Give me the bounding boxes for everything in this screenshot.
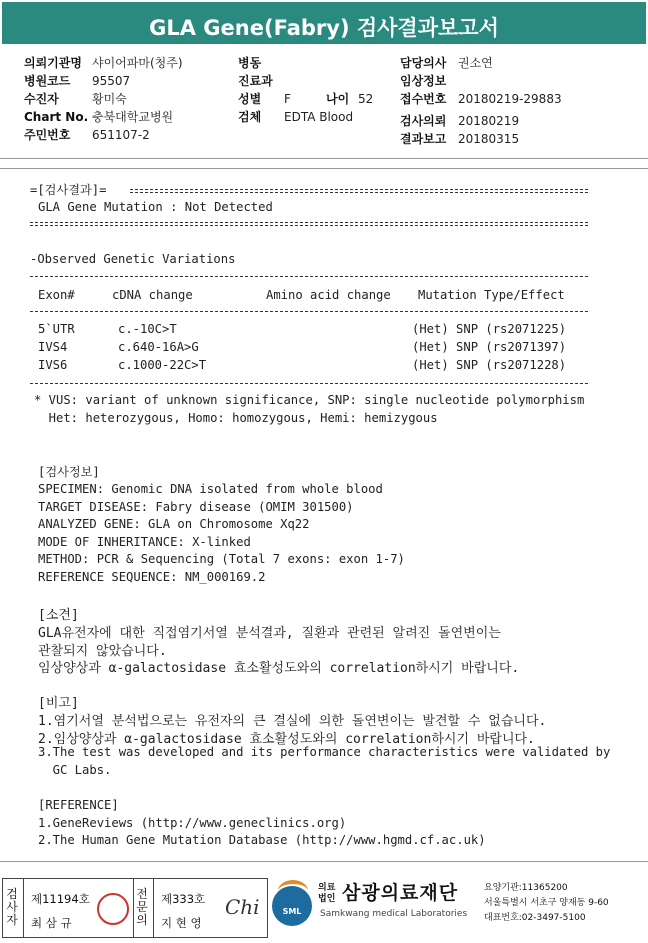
- col-exon: Exon#: [38, 288, 75, 302]
- remarks-heading: [비고]: [38, 696, 79, 711]
- rule: [30, 222, 588, 226]
- info-row: 접수번호 20180219-29883: [400, 92, 562, 106]
- info-col2: [238, 54, 373, 126]
- test-info-line: MODE OF INHERITANCE: X-linked: [38, 535, 251, 549]
- info-row: 담당의사 권소연: [400, 56, 493, 70]
- footnote: * VUS: variant of unknown significance, SNP: single nucleotide polymorphism: [34, 393, 585, 407]
- info-row: 임상정보: [400, 74, 447, 88]
- remarks-line: 3.The test was developed and its performance characteristics were validated by: [38, 745, 611, 759]
- info-row: 주민번호 651107-2: [24, 128, 150, 142]
- divider: [153, 879, 154, 937]
- org-contact: [484, 881, 609, 926]
- col-effect: Mutation Type/Effect: [418, 288, 565, 302]
- specialist-name: 지 현 영: [161, 916, 202, 930]
- org-english: Samkwang medical Laboratories: [320, 909, 468, 919]
- divider: [133, 879, 134, 937]
- divider: [0, 158, 648, 159]
- rule: [130, 189, 588, 193]
- divider: [0, 861, 648, 862]
- divider: [0, 168, 648, 169]
- footer: [0, 876, 648, 943]
- remarks-line: 1.염기서열 분석법으로는 유전자의 큰 결실에 의한 돌연변이는 발견할 수 없습니다.: [38, 714, 547, 729]
- info-row: 검체 EDTA Blood: [238, 110, 354, 124]
- rule: [30, 311, 588, 312]
- info-row: 결과보고 20180315: [400, 132, 520, 146]
- info-col3: [400, 54, 562, 148]
- org-name: 삼광의료재단: [342, 882, 459, 904]
- reference-line: 2.The Human Gene Mutation Database (http://www.hgmd.cf.ac.uk): [38, 833, 486, 847]
- org-code: 요양기관:11365200: [484, 883, 568, 893]
- col-amino: Amino acid change: [266, 288, 391, 302]
- opinion-line: 임상양상과 α-galactosidase 효소활성도와의 correlation하시기 바랍니다.: [38, 661, 520, 676]
- org-phone: 대표번호:02-3497-5100: [484, 913, 586, 923]
- info-row: 의뢰기관명 샤이어파마(청주): [24, 56, 183, 70]
- opinion-line: GLA유전자에 대한 직접염기서열 분석결과, 질환과 관련된 알려진 돌연변이는: [38, 626, 501, 641]
- examiner-license: 제11194호: [31, 892, 90, 906]
- signature-box: [2, 878, 268, 938]
- info-row: 병원코드 95507: [24, 74, 131, 88]
- info-row: 검사의뢰 20180219: [400, 114, 520, 128]
- col-cdna: cDNA change: [112, 288, 193, 302]
- opinion-heading: [소견]: [38, 608, 79, 623]
- info-col1: [24, 54, 183, 144]
- test-info-line: TARGET DISEASE: Fabry disease (OMIM 301500): [38, 500, 354, 514]
- info-row: 수진자 황미숙: [24, 92, 127, 106]
- examiner-label: 검사자: [6, 887, 18, 927]
- test-info-line: REFERENCE SEQUENCE: NM_000169.2: [38, 570, 266, 584]
- rule: [30, 383, 588, 384]
- footnote: Het: heterozygous, Homo: homozygous, Hemi: hemizygous: [34, 411, 438, 425]
- report-title: GLA Gene(Fabry) 검사결과보고서: [0, 0, 648, 46]
- test-info-line: SPECIMEN: Genomic DNA isolated from whole blood: [38, 482, 383, 496]
- test-info-line: METHOD: PCR & Sequencing (Total 7 exons: exon 1-7): [38, 552, 405, 566]
- remarks-line: 2.임상양상과 α-galactosidase 효소활성도와의 correlation하시기 바랍니다.: [38, 732, 535, 747]
- divider: [23, 879, 24, 937]
- specialist-label: 전문의: [136, 887, 148, 927]
- result-line: GLA Gene Mutation : Not Detected: [38, 200, 273, 214]
- reference-line: 1.GeneReviews (http://www.geneclinics.org): [38, 816, 347, 830]
- info-row: 병동: [238, 56, 262, 70]
- opinion-line: 관찰되지 않았습니다.: [38, 644, 167, 659]
- specialist-license: 제333호: [161, 892, 206, 906]
- remarks-line: GC Labs.: [38, 763, 112, 777]
- examiner-name: 최 삼 규: [31, 916, 72, 930]
- sml-logo-icon: SML: [272, 886, 312, 926]
- info-row: 성별 F 나이 52: [238, 92, 374, 106]
- variations-heading: -Observed Genetic Variations: [30, 252, 236, 266]
- info-row: 진료과: [238, 74, 273, 88]
- test-info-heading: [검사정보]: [38, 465, 100, 479]
- info-row: Chart No. 충북대학교병원: [24, 110, 174, 124]
- org-prefix: 의료 법인: [318, 883, 336, 904]
- rule: [30, 276, 588, 277]
- org-address: 서울특별시 서초구 양재동 9-60: [484, 898, 609, 908]
- result-header: =[검사결과]=: [30, 183, 107, 197]
- seal-stamp: [97, 893, 129, 925]
- test-info-line: ANALYZED GENE: GLA on Chromosome Xq22: [38, 517, 310, 531]
- reference-heading: [REFERENCE]: [38, 798, 119, 812]
- signature: Chi: [225, 895, 260, 919]
